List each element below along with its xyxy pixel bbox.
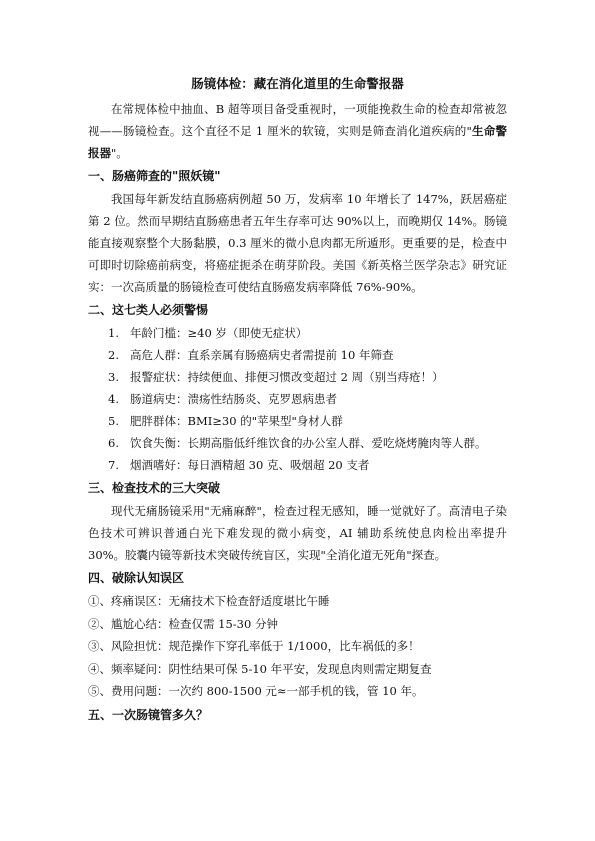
list-item xyxy=(88,432,507,454)
list-item-text: 年龄门槛：≥40 岁（即使无症状） xyxy=(130,326,308,340)
list-item-text: 肠道病史：溃疡性结肠炎、克罗恩病患者 xyxy=(130,392,337,406)
list-item-text: 报警症状：持续便血、排便习惯改变超过 2 周（别当痔疮！） xyxy=(130,370,444,384)
list-item: ④、频率疑问：阴性结果可保 5-10 年平安，发现息肉则需定期复查 xyxy=(88,661,432,676)
list-item-number: 2. xyxy=(108,348,119,362)
intro-tail: "。 xyxy=(111,146,128,160)
list-item-text: 饮食失衡：长期高脂低纤维饮食的办公室人群、爱吃烧烤腌肉等人群。 xyxy=(130,436,487,450)
list-item-number: 4. xyxy=(108,392,119,406)
section-3-heading: 三、检查技术的三大突破 xyxy=(88,481,221,495)
list-item: ⑤、费用问题：一次约 800-1500 元≈一部手机的钱，管 10 年。 xyxy=(88,684,424,698)
list-item: ③、风险担忧：规范操作下穿孔率低于 1/1000，比车祸低的多！ xyxy=(88,639,420,653)
risk-groups-list xyxy=(88,322,507,476)
list-item: ①、疼痛误区：无痛技术下检查舒适度堪比午睡 xyxy=(88,594,330,608)
list-item-text: 高危人群：直系亲属有肠癌病史者需提前 10 年筛查 xyxy=(130,348,394,362)
list-item-number: 3. xyxy=(108,370,119,384)
section-3-paragraph: 现代无痛肠镜采用"无痛麻醉"，检查过程无感知，睡一觉就好了。高清电子染色技术可辨识普通白光下难发现的微小病变，AI 辅助系统使息肉检出率提升 30%。胶囊内镜等新技术突破传统盲区，实现"全消化道无死角"探查。 xyxy=(88,504,507,562)
list-item-number: 5. xyxy=(108,414,119,428)
myths-list xyxy=(88,590,507,703)
list-item xyxy=(88,366,507,388)
list-item: ②、尴尬心结：检查仅需 15-30 分钟 xyxy=(88,616,278,631)
list-item xyxy=(88,322,507,344)
section-1-heading: 一、肠癌筛查的"照妖镜" xyxy=(88,169,221,183)
section-1-paragraph: 我国每年新发结直肠癌病例超 50 万，发病率 10 年增长了 147%，跃居癌症第 2 位。然而早期结直肠癌患者五年生存率可达 90%以上，而晚期仅 14%。肠镜能直接观察整个大肠黏膜，0.3 厘米的微小息肉都无所遁形。更重要的是，检查中可即时切除癌前病变，将癌症扼杀在萌芽阶段。美国《新英格兰医学杂志》研究证实：一次高质量的肠镜检查可使结直肠癌发病率降低 76%-90%。 xyxy=(88,192,507,294)
list-item-number: 7. xyxy=(108,458,119,472)
document-title: 肠镜体检：藏在消化道里的生命警报器 xyxy=(191,76,404,91)
list-item xyxy=(88,344,507,366)
list-item-number: 1. xyxy=(108,326,119,340)
list-item xyxy=(88,410,507,432)
intro-bold-phrase: 生命警报器 xyxy=(88,124,508,160)
section-4-heading: 四、破除认知误区 xyxy=(88,571,185,585)
list-item xyxy=(88,454,507,476)
list-item xyxy=(88,388,507,410)
section-2-heading: 二、这七类人必须警惕 xyxy=(88,303,209,317)
list-item-text: 烟酒嗜好：每日酒精超 30 克、吸烟超 20 支者 xyxy=(130,458,370,472)
list-item-number: 6. xyxy=(108,436,119,450)
list-item-text: 肥胖群体：BMI≥30 的"苹果型"身材人群 xyxy=(130,414,343,428)
section-5-heading: 五、一次肠镜管多久？ xyxy=(88,707,209,722)
intro-text: 在常规体检中抽血、B 超等项目备受重视时，一项能挽救生命的检查却常被忽视——肠镜检查。这个直径不足 1 厘米的软镜，实则是筛查消化道疾病的" xyxy=(88,102,507,138)
intro-paragraph xyxy=(88,98,507,164)
